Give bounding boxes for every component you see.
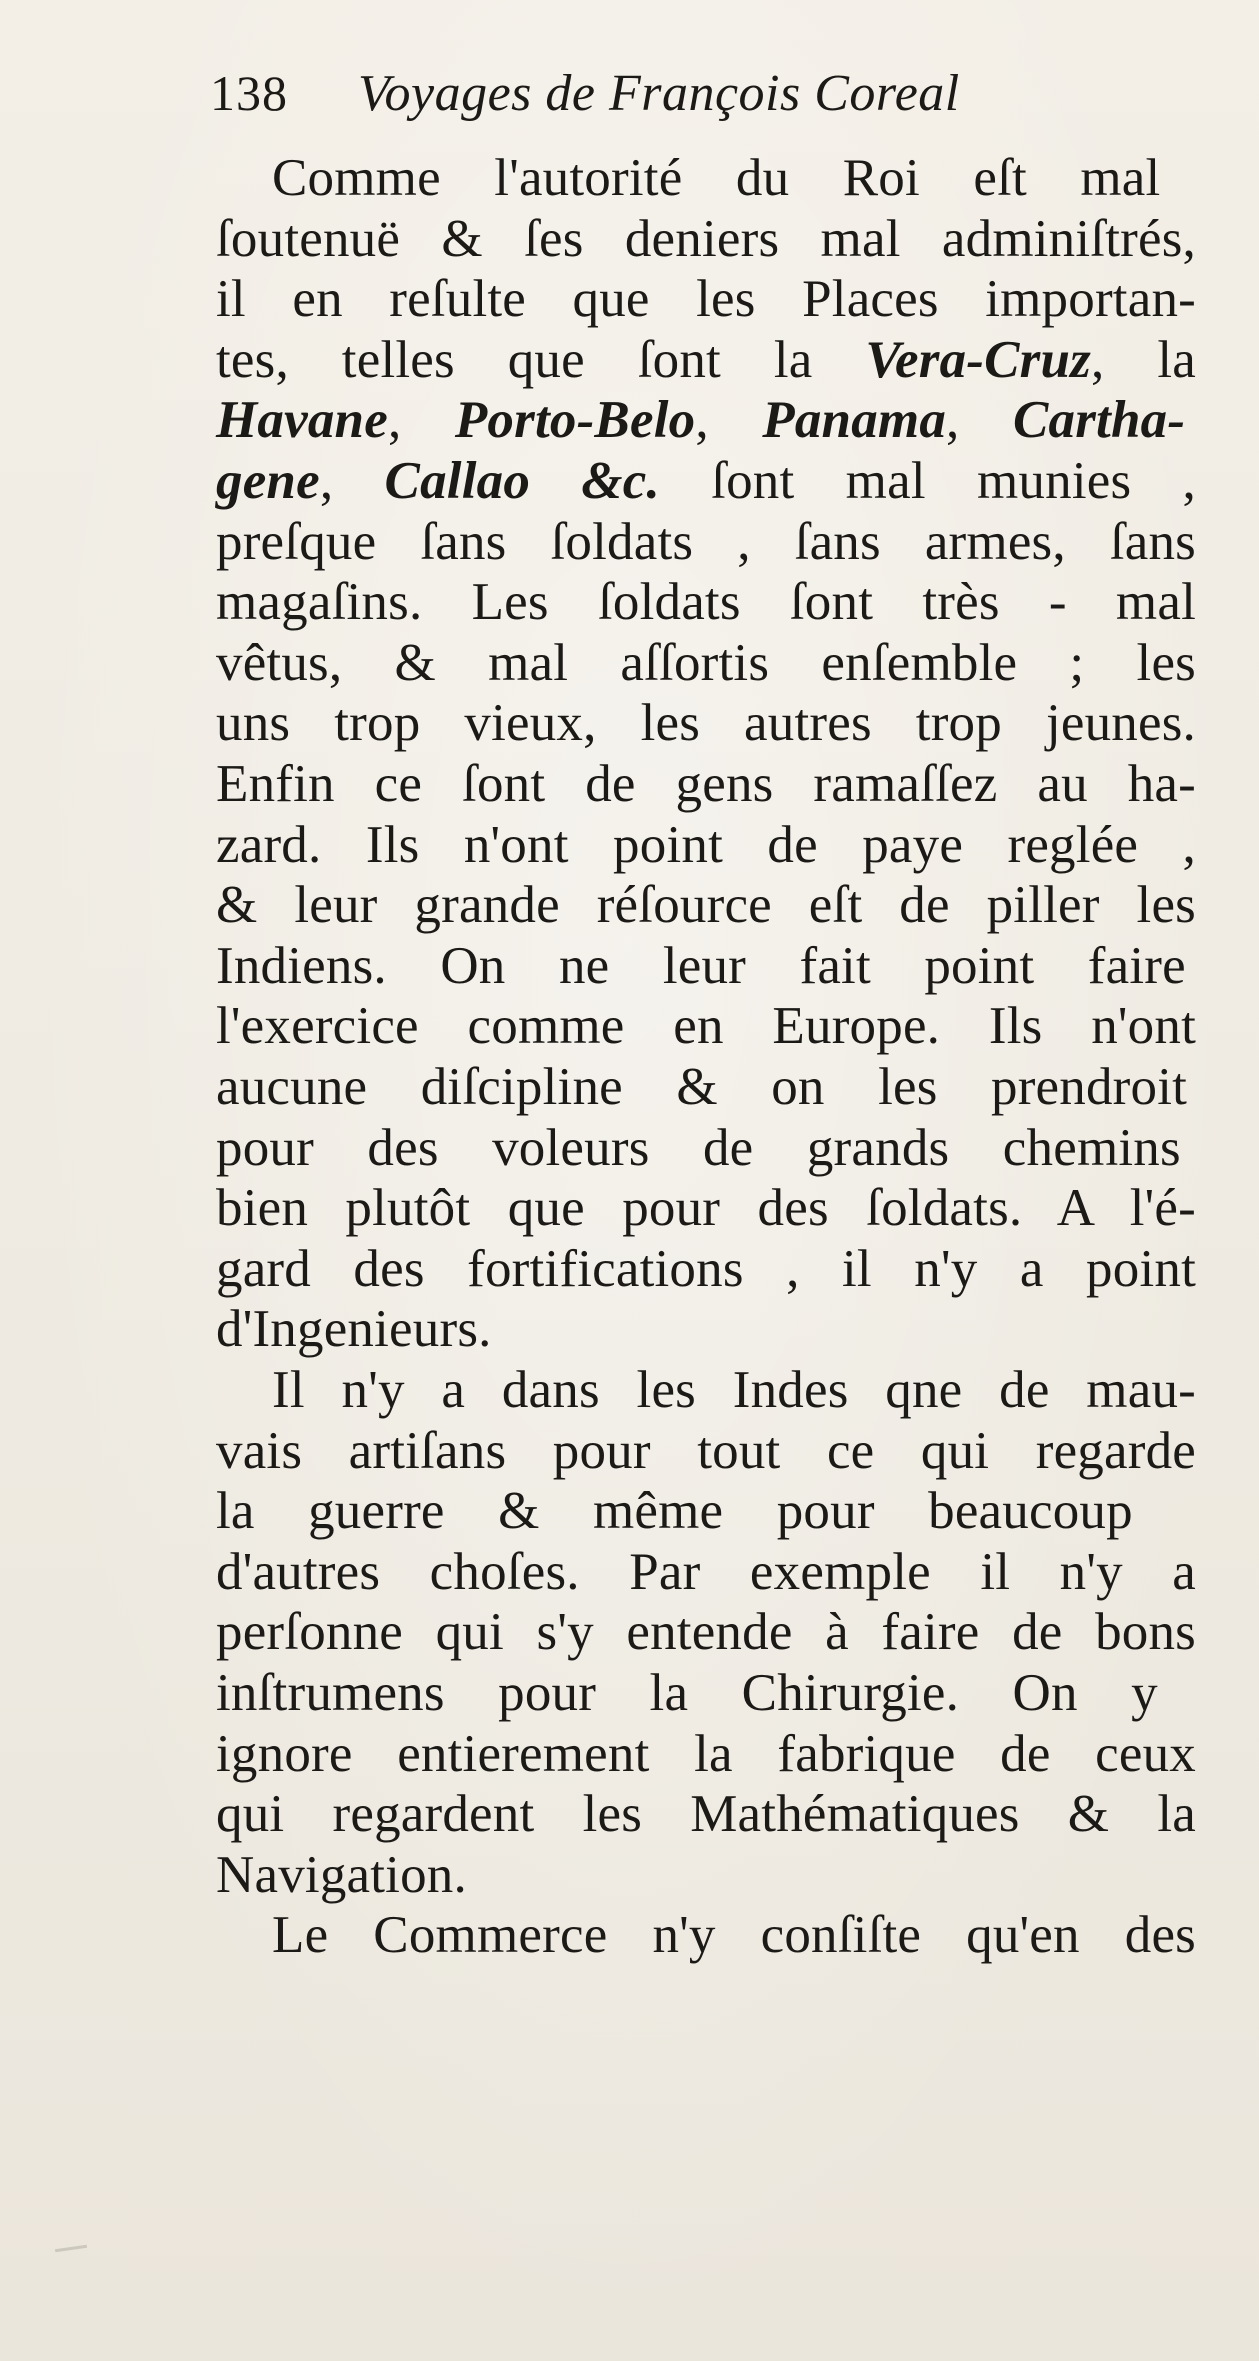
text-segment: perſonne qui s'y entende à faire de bons: [216, 1603, 1196, 1662]
text-segment: ,: [319, 452, 385, 510]
text-segment: tes, telles que ſont la: [216, 330, 866, 389]
italic-segment: Callao &c.: [384, 452, 660, 510]
text-segment: d'autres choſes. Par exemple il n'y a: [216, 1542, 1196, 1601]
italic-segment: Cartha-: [1012, 391, 1186, 450]
text-line: [216, 1784, 1196, 1844]
running-title: Voyages de François Coreal: [358, 65, 960, 122]
text-segment: Indiens. On ne leur fait point faire: [216, 936, 1186, 995]
page-number: 138: [210, 65, 288, 121]
text-segment: Il n'y a dans les Indes qne de mau-: [272, 1361, 1196, 1419]
text-line: [216, 693, 1196, 753]
text-line: [216, 1299, 492, 1359]
running-header: [210, 64, 960, 138]
text-segment: ,: [695, 391, 763, 450]
italic-segment: Panama: [762, 391, 947, 450]
text-line: [216, 1602, 1196, 1662]
text-segment: ſoutenuë & ſes deniers mal adminiſtrés,: [216, 209, 1196, 268]
text-segment: ignore entierement la fabrique de ceux: [216, 1724, 1196, 1783]
text-segment: Navigation.: [216, 1845, 467, 1904]
text-line: [216, 269, 1196, 329]
margin-mark: [55, 2245, 87, 2252]
text-line: [216, 754, 1196, 814]
text-line: [216, 1178, 1196, 1238]
text-segment: ,: [387, 391, 455, 450]
italic-segment: gene: [216, 452, 320, 510]
text-line: [216, 209, 1196, 269]
text-segment: pour des voleurs de grands chemins: [216, 1118, 1181, 1177]
italic-segment: Vera-Cruz: [865, 330, 1092, 389]
text-line: [216, 1118, 1181, 1178]
text-segment: ſont mal munies ,: [659, 452, 1196, 510]
text-line: [216, 1421, 1196, 1481]
text-line: [216, 996, 1196, 1056]
text-line: [216, 451, 1196, 511]
text-line: [216, 572, 1196, 632]
text-segment: la guerre & même pour beaucoup: [216, 1482, 1133, 1541]
text-line: [216, 1724, 1196, 1784]
text-line: [272, 1360, 1196, 1420]
text-segment: Enfin ce ſont de gens ramaſſez au ha-: [216, 755, 1196, 813]
text-segment: uns trop vieux, les autres trop jeunes.: [216, 694, 1196, 753]
text-segment: inſtrumens pour la Chirurgie. On y: [216, 1664, 1158, 1722]
text-segment: zard. Ils n'ont point de paye reglée ,: [216, 815, 1196, 874]
text-segment: vêtus, & mal aſſortis enſemble ; les: [216, 633, 1196, 692]
text-line: [272, 148, 1160, 208]
text-line: [216, 633, 1196, 693]
text-segment: vais artiſans pour tout ce qui regarde: [216, 1421, 1196, 1480]
text-segment: , la: [1091, 330, 1196, 389]
text-segment: aucune diſcipline & on les prendroit: [216, 1058, 1188, 1116]
text-segment: preſque ſans ſoldats , ſans armes, ſans: [216, 512, 1196, 571]
text-segment: d'Ingenieurs.: [216, 1300, 492, 1359]
text-segment: l'exercice comme en Europe. Ils n'ont: [216, 997, 1196, 1056]
italic-segment: Havane: [216, 391, 388, 450]
text-line: [216, 936, 1186, 996]
text-line: [216, 1845, 467, 1905]
text-line: [216, 875, 1196, 935]
text-segment: qui regardent les Mathématiques & la: [216, 1785, 1196, 1844]
text-line: [216, 1542, 1196, 1602]
text-line: [216, 1663, 1158, 1723]
text-line: [216, 1057, 1187, 1117]
text-line: [216, 1239, 1196, 1299]
text-line: [272, 1905, 1196, 1965]
text-segment: magaſins. Les ſoldats ſont très - mal: [216, 573, 1196, 632]
text-segment: Le Commerce n'y conſiſte qu'en des: [272, 1906, 1196, 1965]
text-segment: Comme l'autorité du Roi eſt mal: [272, 149, 1161, 207]
italic-segment: Porto-Belo: [454, 391, 696, 450]
text-segment: gard des fortifications , il n'y a point: [216, 1239, 1196, 1298]
text-segment: il en reſulte que les Places importan-: [216, 270, 1196, 329]
text-line: [216, 390, 1185, 450]
text-segment: & leur grande réſource eſt de piller les: [216, 876, 1196, 935]
text-segment: ,: [946, 391, 1013, 450]
text-line: [216, 815, 1196, 875]
text-line: [216, 1481, 1133, 1541]
text-line: [216, 330, 1196, 390]
text-segment: bien plutôt que pour des ſoldats. A l'é-: [216, 1179, 1196, 1238]
text-line: [216, 512, 1196, 572]
